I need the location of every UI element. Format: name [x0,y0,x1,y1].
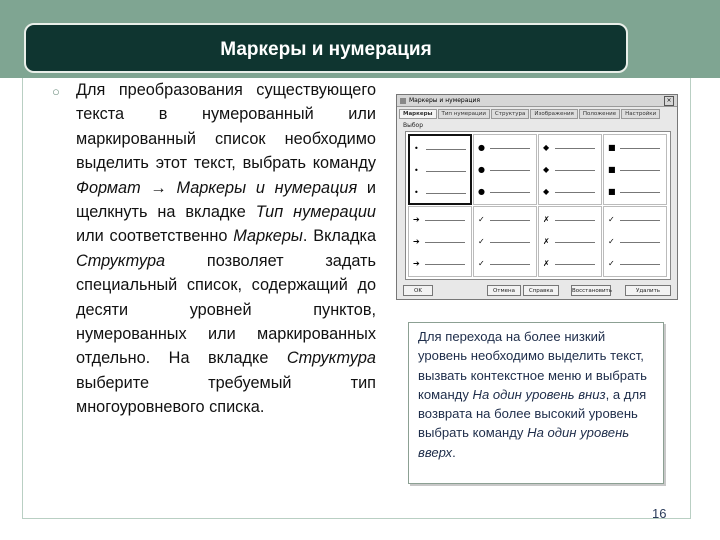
preview-line [555,220,595,221]
bullet-style-cell[interactable] [538,206,602,277]
bullet-preview-row [414,144,468,154]
dialog-button[interactable]: Справка [523,285,559,296]
bullet-preview-row [478,259,532,269]
preview-line [426,149,466,150]
bottom-rule [22,518,691,519]
preview-line [426,171,466,172]
bullet-symbol-icon: ✗ [543,237,550,246]
bullet-symbol-icon: ■ [608,165,616,174]
preview-line [490,220,530,221]
body-seg: и щелкнуть на вкладке [76,178,376,222]
preview-line [425,242,465,243]
title-bar [24,23,628,73]
dialog-button[interactable]: Удалить [625,285,671,296]
preview-line [620,242,660,243]
dialog-button[interactable]: Восстановить [571,285,611,296]
preview-line [555,170,595,171]
bullet-style-cell[interactable] [603,206,667,277]
preview-line [620,148,660,149]
bullet-preview-row [413,237,467,247]
bullet-symbol-icon: ➔ [413,215,420,224]
bullet-preview-row [543,187,597,197]
bullet-symbol-icon: ✓ [608,215,615,224]
app-icon [400,98,406,104]
bullet-preview-row [608,143,662,153]
bullets-dialog-screenshot [396,94,678,300]
bullet-preview-row [608,215,662,225]
bullet-preview-row [543,237,597,247]
preview-line [425,264,465,265]
bullet-symbol-icon: ✓ [608,259,615,268]
bullet-preview-row [543,143,597,153]
note-box [408,322,664,484]
bullet-symbol-icon: ✓ [608,237,615,246]
dialog-title: Маркеры и нумерация [409,97,481,104]
note-seg: Для перехода на более низкий уровень необходимо выделить текст, вызвать контекстное меню и выбрать команду [418,329,647,402]
bullet-symbol-icon: ◆ [543,187,550,196]
bullet-symbol-icon: ◆ [543,165,550,174]
bullet-style-cell[interactable] [473,134,537,205]
dialog-button[interactable]: OK [403,285,433,296]
bullet-preview-row [543,215,597,225]
bullet-style-cell[interactable] [538,134,602,205]
bullet-symbol-icon: ➔ [413,259,420,268]
bullet-preview-row [478,165,532,175]
dialog-button[interactable]: Отмена [487,285,521,296]
preview-line [490,192,530,193]
bullet-symbol-icon: • [414,166,419,175]
page-number: 16 [652,506,667,521]
bullet-symbol-icon: ✓ [478,215,485,224]
body-seg: или соответственно [76,227,234,246]
preview-line [620,170,660,171]
right-rule [690,78,691,518]
dialog-title-bar [397,95,677,107]
dialog-tabs [399,109,660,119]
close-icon: × [664,96,674,106]
bullet-preview-row [413,259,467,269]
body-italic: Тип нумерации [255,203,376,222]
body-text [76,78,376,420]
preview-line [555,242,595,243]
preview-line [490,264,530,265]
dialog-tab[interactable]: Тип нумерации [438,109,490,119]
preview-line [620,220,660,221]
bullet-symbol-icon: ✓ [478,259,485,268]
bullet-symbol-icon: ◆ [543,143,550,152]
note-text [418,327,656,462]
slide-title: Маркеры и нумерация [220,39,432,60]
note-seg: . [452,444,456,460]
bullet-preview-row [608,259,662,269]
bullet-preview-row [608,165,662,175]
bullet-symbol-icon: ■ [608,187,616,196]
bullet-preview-row [413,215,467,225]
bullet-preview-row [543,259,597,269]
bullet-style-cell[interactable] [603,134,667,205]
bullet-symbol-icon: • [414,188,419,197]
bullet-preview-row [543,165,597,175]
dialog-tab[interactable]: Структура [491,109,529,119]
bullet-preview-row [414,166,468,176]
bullet-symbol-icon: ✗ [543,215,550,224]
dialog-buttons [403,285,675,297]
preview-line [425,220,465,221]
body-italic: Структура [76,251,166,270]
bullet-style-cell[interactable] [408,206,472,277]
note-seg: , а для возврата на более высокий уровень выбрать команду [418,386,647,441]
bullet-preview-row [608,187,662,197]
body-seg: выберите требуемый тип многоуровневого списка. [76,373,376,417]
dialog-tab[interactable]: Положение [579,109,620,119]
preview-line [490,148,530,149]
preview-line [620,192,660,193]
body-italic: Маркеры [233,227,303,246]
bullet-style-grid [405,131,671,280]
body-italic: Формат → Маркеры и нумерация [76,178,358,197]
preview-line [426,193,466,194]
bullet-preview-row [478,187,532,197]
preview-line [555,192,595,193]
body-seg: . Вкладка [302,227,376,246]
body-seg: Для преобразования существующего текста в нумерованный или маркированный список необходимо выделить этот текст, выбрать команду [76,81,376,173]
preview-line [490,170,530,171]
bullet-preview-row [414,188,468,198]
bullet-symbol-icon: ✓ [478,237,485,246]
bullet-preview-row [478,215,532,225]
body-italic: Структура [286,349,376,368]
bullet-symbol-icon: ➔ [413,237,420,246]
bullet-symbol-icon: ● [478,187,485,196]
bullet-symbol-icon: ● [478,143,485,152]
note-italic: На один уровень вниз [472,386,606,402]
section-label: Выбор [403,122,424,129]
body-seg: позволяет задать специальный список, содержащий до десяти уровней пунктов, нумерованных или маркированных отдельно. На вкладке [76,251,376,368]
preview-line [620,264,660,265]
bullet-preview-row [478,143,532,153]
preview-line [555,264,595,265]
preview-line [555,148,595,149]
preview-line [490,242,530,243]
note-italic: На один уровень вверх [418,425,630,460]
dialog-tab[interactable]: Изображения [530,109,577,119]
bullet-style-cell[interactable] [408,134,472,205]
bullet-preview-row [478,237,532,247]
dialog-tab[interactable]: Настройки [621,109,660,119]
bullet-icon: ○ [52,84,60,99]
bullet-symbol-icon: ● [478,165,485,174]
bullet-symbol-icon: • [414,144,419,153]
bullet-preview-row [608,237,662,247]
dialog-tab[interactable]: Маркеры [399,109,437,119]
left-rule [22,78,23,518]
bullet-symbol-icon: ■ [608,143,616,152]
bullet-symbol-icon: ✗ [543,259,550,268]
bullet-style-cell[interactable] [473,206,537,277]
